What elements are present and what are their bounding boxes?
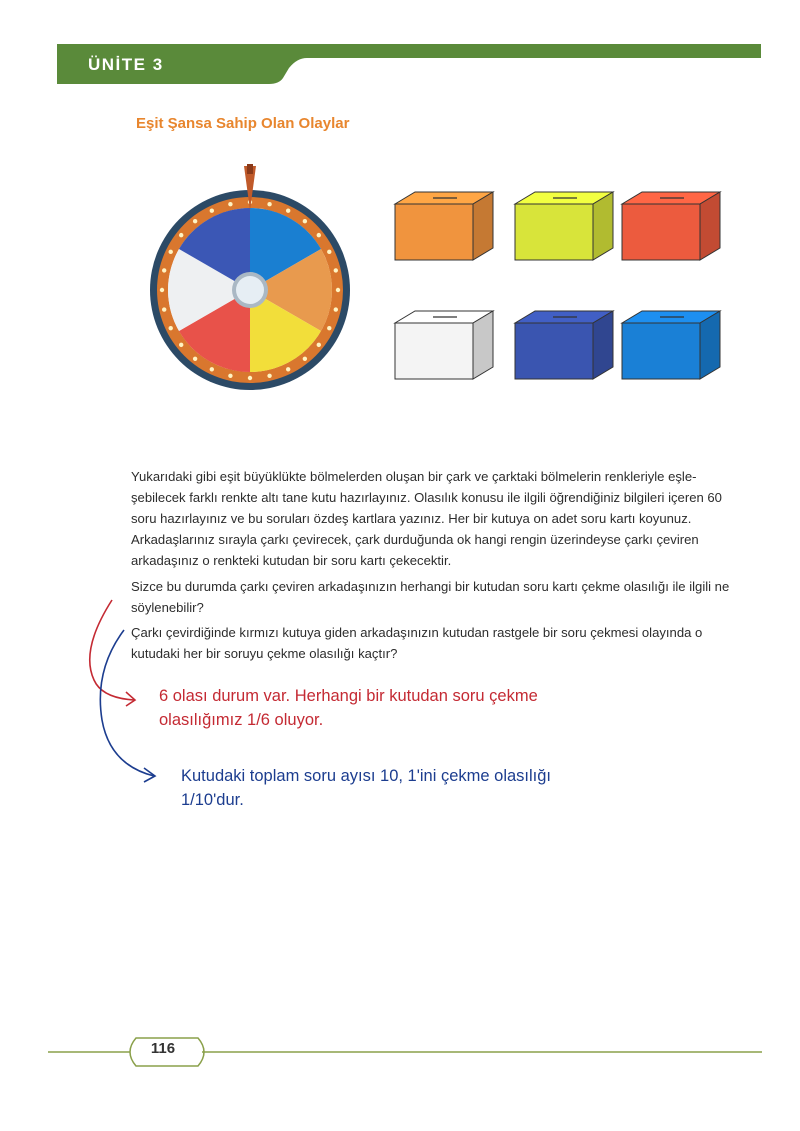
red-box — [620, 188, 740, 278]
answer-1: 6 olası durum var. Herhangi bir kutudan soru çekme olasılığımız 1/6 oluyor. — [159, 687, 538, 729]
blue-arrow — [100, 630, 154, 776]
page-number: 116 — [150, 1040, 176, 1057]
question-2: Çarkı çevirdiğinde kırmızı kutuya giden arkadaşınızın kutudan rastgele bir soru çekmesi olayında o kutudaki her bir soruyu çekme olasılığı kaçtır? — [131, 625, 703, 661]
unit-label: ÜNİTE 3 — [88, 55, 164, 74]
question-1: Sizce bu durumda çarkı çeviren arkadaşınızın herhangi bir kutudan soru kartı çekme olasılığı ile ilgili ne söylenebilir? — [131, 579, 730, 615]
activity-paragraph: Yukarıdaki gibi eşit büyüklükte bölmelerden oluşan bir çark ve çarktaki bölmelerin renkleriyle eşle-şebilecek farklı renkte altı tane kutu hazırlayınız. Olasılık konusu ile ilgili öğrendiğiniz bilgileri içeren 60 soru hazırlayınız ve bu soruları özdeş kartlara yazınız. Her bir kutuya on adet soru kartı koyunuz. Arkadaşlarınız sırayla çarkı çevirecek, çark durduğunda ok hangi rengin üzerindeyse çarkı çeviren arkadaşınız o renkteki kutudan bir soru kartı çekecektir. — [131, 469, 722, 568]
white-box — [393, 307, 513, 397]
section-title: Eşit Şansa Sahip Olan Olaylar — [136, 115, 350, 132]
yellow-box — [513, 188, 633, 278]
dark-blue-box — [513, 307, 633, 397]
orange-box — [393, 188, 513, 278]
color-spinner-wheel — [140, 162, 360, 394]
answer-2: Kutudaki toplam soru ayısı 10, 1'ini çekme olasılığı 1/10'dur. — [181, 767, 552, 809]
light-blue-box — [620, 307, 740, 397]
